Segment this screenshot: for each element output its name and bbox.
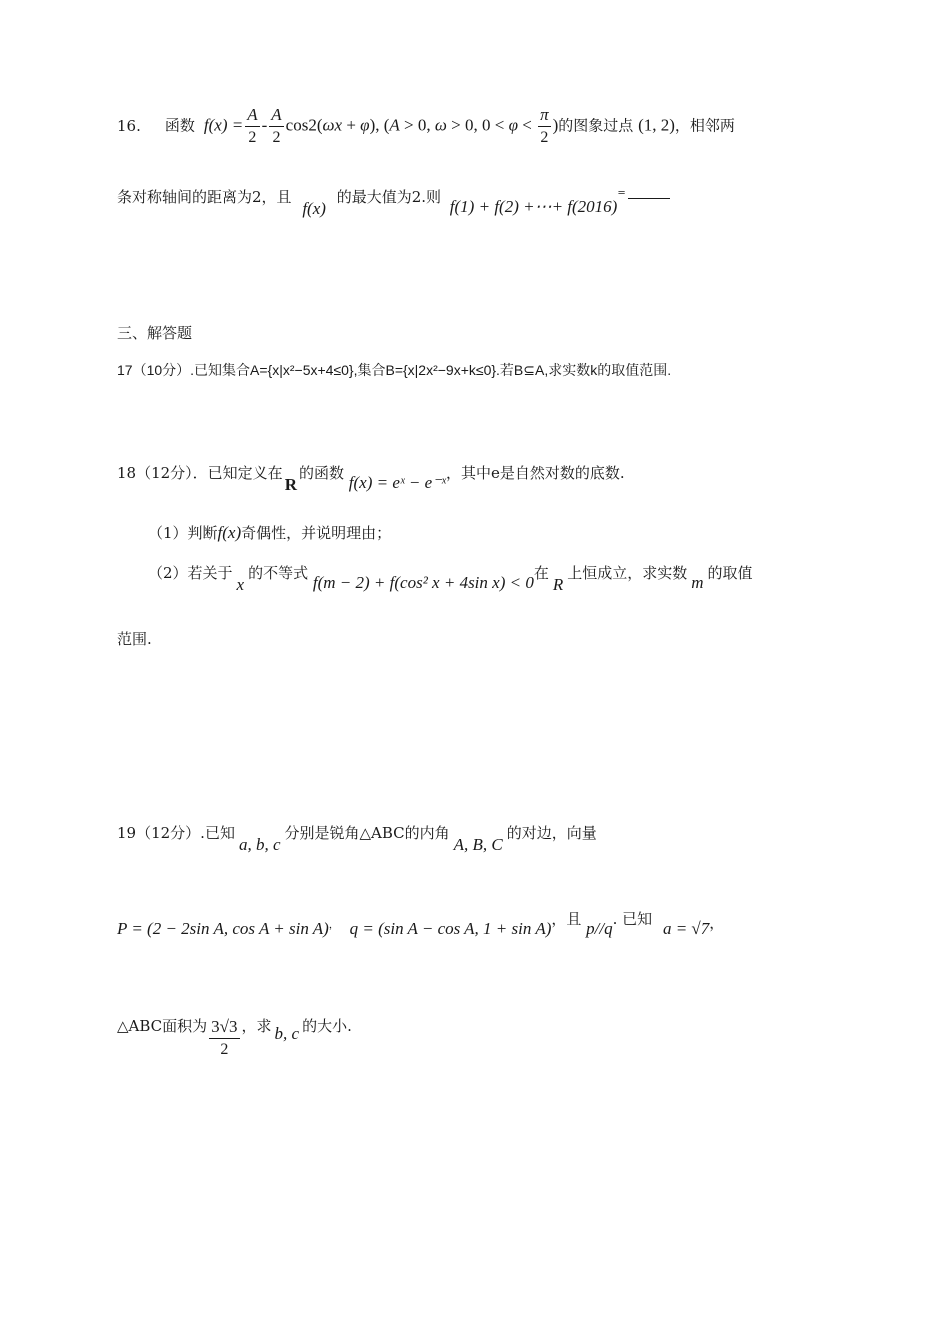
- q19-comma3: ，: [709, 914, 725, 932]
- q16-line2: [117, 186, 670, 218]
- q18-intro-c: ，其中e是自然对数的底数.: [445, 464, 625, 482]
- q19-P: P = (2 − 2sin A, cos A + sin A): [117, 919, 329, 938]
- q19-a-val: a = √7: [662, 919, 710, 938]
- q19-comma2: ，且: [551, 910, 582, 928]
- q19-area-b: ，求: [241, 1016, 272, 1035]
- q16-frac-a2b: $\frac{A}{2}$: [271, 105, 282, 146]
- q18-part2-m: m: [691, 573, 704, 592]
- q16-line2-mid: 的最大值为2.则: [336, 188, 442, 206]
- q18-part2-line2: 范围.: [117, 630, 152, 648]
- q18-part2-c: 在: [533, 564, 549, 582]
- q19-area-c: 的大小.: [302, 1016, 352, 1035]
- q16-line2-start: 条对称轴间的距离为2，且: [117, 188, 292, 206]
- q16-label: 函数: [164, 116, 195, 135]
- q16-frac-a2: $\frac{A}{2}$: [247, 105, 258, 146]
- q18-R: R: [284, 475, 297, 494]
- q18-fx-def: f(x) = eˣ − e⁻ˣ: [348, 473, 446, 492]
- q19-parallel: p//q: [586, 919, 613, 938]
- q16-answer-blank: [628, 198, 670, 199]
- q19-area: [117, 1016, 352, 1061]
- q18-part2-e: 的取值: [707, 564, 753, 582]
- section-3-title: 三、解答题: [117, 324, 193, 342]
- q18-part1: [148, 522, 391, 543]
- q19-area-a: △ABC面积为: [117, 1016, 208, 1035]
- q18-part2: [148, 562, 753, 594]
- q18-part2-a: （2）若关于: [148, 564, 233, 582]
- q16-text-after-formula: 的图象过点: [558, 116, 634, 135]
- q18-intro: [117, 462, 625, 494]
- q18-part2-ineq: f(m − 2) + f(cos² x + 4sin x) < 0: [312, 573, 534, 592]
- q18-part2-b: 的不等式: [248, 564, 309, 582]
- q16-line1: 16. 函数 f(x) = $\frac{A}{2}$ - $\frac{A}{2}$ cos2(ωx + φ), (A > 0, ω > 0, 0 < φ < $\frac{\pi}{2}$ )的图象过点 (1, 2)，相邻两: [117, 104, 735, 149]
- q19-abc: a, b, c: [238, 835, 281, 854]
- q18-part2-x: x: [236, 575, 245, 594]
- q16-line2-fx: f(x): [302, 199, 326, 218]
- q16-frac-pi2: $\frac{\pi}{2}$: [540, 105, 549, 146]
- q16-fx: f(x) =: [199, 115, 244, 135]
- q19-comma1: ，: [328, 920, 339, 931]
- q19-intro-c: 的对边，向量: [506, 824, 597, 842]
- q18-part2-d: 上恒成立，求实数: [567, 564, 688, 582]
- q18-intro-a: 18（12分）．已知定义在: [117, 464, 283, 482]
- q19-intro: [117, 822, 597, 854]
- q19-area-frac: [209, 1016, 239, 1061]
- q16-line2-sum: f(1) + f(2) +⋯+ f(2016): [449, 197, 618, 216]
- q19-area-num: 3√3: [209, 1016, 239, 1039]
- q18-part2-R: R: [552, 575, 564, 594]
- q16-point: (1, 2): [638, 115, 675, 135]
- q18-part1-a: （1）判断: [148, 524, 218, 542]
- q19-ABC: A, B, C: [453, 835, 503, 854]
- q18-intro-b: 的函数: [298, 464, 344, 482]
- q16-text-after-point: ，相邻两: [674, 116, 735, 135]
- q19-vectors: [117, 910, 725, 939]
- q16-line2-eq: =: [617, 188, 626, 199]
- q19-area-den: 2: [220, 1041, 229, 1058]
- q18-part1-b: 奇偶性，并说明理由；: [241, 524, 392, 542]
- q17-text: 17（10分）.已知集合A={x|x²−5x+4≤0},集合B={x|2x²−9x+k≤0}.若B⊆A,求实数k的取值范围.: [117, 362, 672, 378]
- q19-intro-b: 分别是锐角△ABC的内角: [284, 824, 450, 842]
- q18-part1-fx: f(x): [217, 523, 242, 542]
- q19-bc: b, c: [274, 1023, 300, 1043]
- q19-known: . 已知: [612, 910, 653, 928]
- q19-q: q = (sin A − cos A, 1 + sin A): [349, 919, 552, 938]
- q16-number: 16.: [117, 116, 141, 135]
- q19-intro-a: 19（12分）.已知: [117, 824, 235, 842]
